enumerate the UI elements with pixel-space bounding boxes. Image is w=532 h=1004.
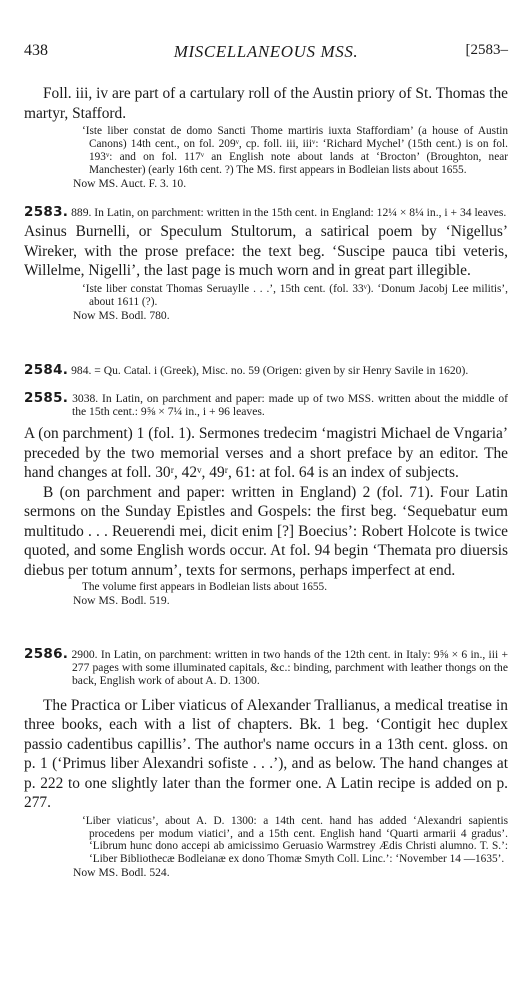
entry-number: 2584. <box>24 362 69 378</box>
entry-paragraph: A (on parchment) 1 (fol. 1). Sermones tredecim ‘magistri Michael de Vngaria’ preceded by the two memorial verses and a short preface by an editor. The hand changes at foll. 30ʳ, 42ᵛ, 49ʳ, 61: at fol. 64 is an index of subjects. <box>24 425 508 482</box>
entry-note: The volume first appears in Bodleian lists about 1655. <box>82 581 328 594</box>
entry-description: 889. In Latin, on parchment: written in the 15th cent. in England: 12¼ × 8¼ in., i + 34 leaves. <box>71 206 507 219</box>
entry-description: 3038. In Latin, on parchment and paper: made up of two MSS. written about the middle of the 15th cent.: 9⅝ × 7¼ in., i + 96 leaves. <box>72 392 508 419</box>
entry-range: [2583– <box>465 42 508 58</box>
intro-block <box>24 84 508 190</box>
intro-paragraph: Foll. iii, iv are part of a cartulary roll of the Austin priory of St. Thomas the martyr, Stafford. <box>24 85 508 122</box>
entry-note: ‘Iste liber constat Thomas Seruaylle . . .’, 15th cent. (fol. 33ᵛ). ‘Donum Jacobj Lee militis’, about 1611 (?). <box>82 282 508 308</box>
entry-description: 984. = Qu. Catal. i (Greek), Misc. no. 59 (Origen: given by sir Henry Savile in 1620). <box>71 364 469 377</box>
intro-shelfmark: Now MS. Auct. F. 3. 10. <box>73 176 187 190</box>
entry-2585 <box>24 392 508 607</box>
entry-2583 <box>24 206 508 322</box>
entry-paragraph: The Practica or Liber viaticus of Alexander Trallianus, a medical treatise in three books, each with a list of chapters. Bk. 1 beg. ‘Contigit hec duplex passio cadentibus capillis’. The author's name occurs in a 13th cent. gloss. on p. 1 (‘Primus liber Alexandri sofiste . . .’), and as below. The hand changes at p. 222 to one slightly later than the former one. A Latin recipe is added on p. 277. <box>24 696 508 812</box>
running-header <box>24 42 508 66</box>
entry-shelfmark: Now MS. Bodl. 524. <box>73 866 170 880</box>
entry-2586 <box>24 648 508 879</box>
entry-paragraph: B (on parchment and paper: written in England) 2 (fol. 71). Four Latin sermons on the Sunday Epistles and Gospels: the first beg. ‘Sequebatur eum multitudo . . . Reuerendi mei, dicit enim [?] Boecius’: Robert Holcote is twice quoted, and some English words occur. At fol. 94 begin ‘Themata pro diuersis diebus per totum annum’, texts for sermons, perhaps imperfect at end. <box>24 483 508 579</box>
entry-head <box>24 364 508 377</box>
entry-description: 2900. In Latin, on parchment: written in two hands of the 12th cent. in Italy: 9⅝ × 6 in., iii + 277 pages with some illuminated capitals, &c.: binding, parchment with leather thongs on the back, English work of about A. D. 1300. <box>71 648 508 688</box>
entry-head <box>24 648 508 688</box>
entry-paragraph: Asinus Burnelli, or Speculum Stultorum, a satirical poem by ‘Nigellus’ Wireker, with the prose preface: the text beg. ‘Suscipe pauca tibi veteris, Willelme, Nigelli’, the last page is much worn and in great part illegible. <box>24 223 508 280</box>
entry-shelfmark: Now MS. Bodl. 780. <box>73 308 170 322</box>
entry-head <box>24 206 508 219</box>
entry-number: 2583. <box>24 204 69 220</box>
entry-shelfmark: Now MS. Bodl. 519. <box>73 594 170 608</box>
running-title: MISCELLANEOUS MSS. <box>173 42 359 61</box>
page-number: 438 <box>24 42 48 59</box>
entry-number: 2586. <box>24 646 69 662</box>
entry-2584 <box>24 364 508 377</box>
entry-note: ‘Liber viaticus’, about A. D. 1300: a 14th cent. hand has added ‘Alexandri sapientis procedens per modum viatici’, and a 15th cent. English hand ‘Quarti armarii 4 gradus’. ‘Librum hunc dono accepi ab amicissimo Geruasio Warmstrey Ædis Christi alumno. T. S.’: ‘Liber Bibliothecæ Bodleianæ ex dono Thomæ Smyth Coll. Linc.’: ‘November 14 —1635’. <box>82 814 508 866</box>
entry-number: 2585. <box>24 390 69 406</box>
intro-note: ‘Iste liber constat de domo Sancti Thome martiris iuxta Staffordiam’ (a house of Austin Canons) 14th cent., on fol. 209ᵛ, cp. foll. iii, iiiᵛ: ‘Richard Mychel’ (15th cent.) is on fol. 193ᵛ: and on fol. 117ᵛ an English note about lands at ‘Brocton’ (Broughton, near Manchester) (early 16th cent. ?) The MS. first appears in Bodleian lists about 1655. <box>82 125 508 176</box>
entry-head <box>24 392 508 418</box>
